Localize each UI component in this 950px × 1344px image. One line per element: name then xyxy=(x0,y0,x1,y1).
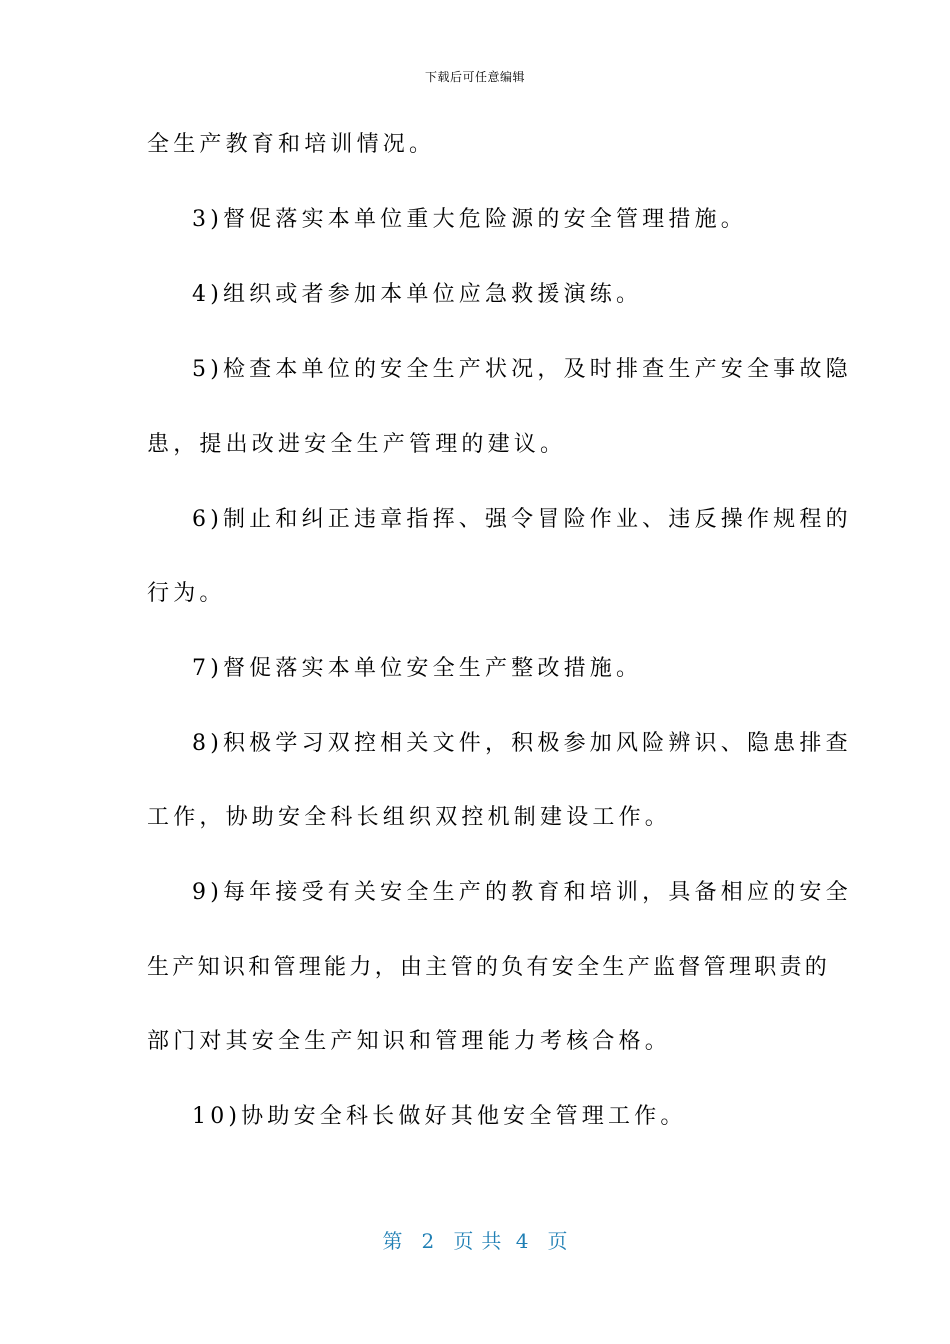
body-line: 4)组织或者参加本单位应急救援演练。 xyxy=(192,282,643,307)
body-line: 工作，协助安全科长组织双控机制建设工作。 xyxy=(147,805,672,830)
body-line: 部门对其安全生产知识和管理能力考核合格。 xyxy=(147,1029,672,1054)
body-line: 9)每年接受有关安全生产的教育和培训，具备相应的安全 xyxy=(192,880,852,905)
body-line: 6)制止和纠正违章指挥、强令冒险作业、违反操作规程的 xyxy=(192,507,852,532)
current-page-number: 2 xyxy=(421,1229,435,1253)
page-footer xyxy=(0,1225,950,1254)
body-line: 7)督促落实本单位安全生产整改措施。 xyxy=(192,656,643,681)
page-suffix: 页 xyxy=(547,1229,568,1253)
body-line: 行为。 xyxy=(147,581,226,606)
body-line: 患，提出改进安全生产管理的建议。 xyxy=(147,432,567,457)
body-line: 生产知识和管理能力，由主管的负有安全生产监督管理职责的 xyxy=(147,955,831,980)
total-pages-number: 4 xyxy=(515,1229,529,1253)
page-middle: 页共 xyxy=(453,1229,510,1253)
body-line: 10)协助安全科长做好其他安全管理工作。 xyxy=(192,1104,687,1129)
body-line: 8)积极学习双控相关文件，积极参加风险辨识、隐患排查 xyxy=(192,731,852,756)
page-prefix: 第 xyxy=(382,1229,403,1253)
body-line: 5)检查本单位的安全生产状况，及时排查生产安全事故隐 xyxy=(192,357,852,382)
body-line: 全生产教育和培训情况。 xyxy=(147,132,436,157)
body-line: 3)督促落实本单位重大危险源的安全管理措施。 xyxy=(192,207,747,232)
page-header: 下载后可任意编辑 xyxy=(424,70,525,84)
